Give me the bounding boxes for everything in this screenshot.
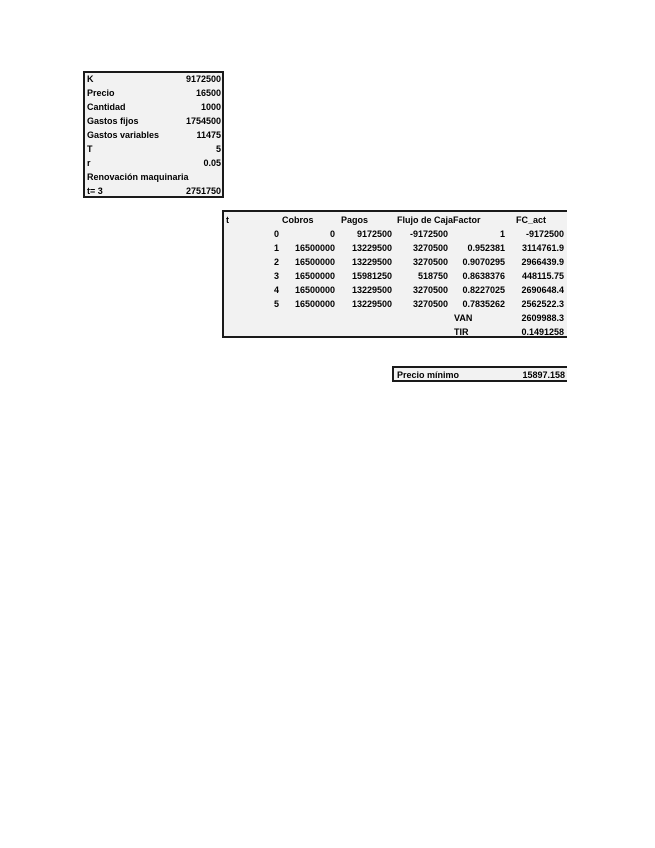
param-row-t bbox=[85, 143, 222, 156]
cell-fc-act: 2690648.4 bbox=[521, 285, 564, 295]
param-label: r bbox=[87, 158, 91, 168]
header-fc-act: FC_act bbox=[516, 215, 547, 225]
param-row-r bbox=[85, 157, 222, 170]
param-row-cantidad bbox=[85, 101, 222, 114]
cell-pagos: 13229500 bbox=[351, 285, 392, 295]
cell-factor: 0.952381 bbox=[467, 243, 505, 253]
cell-fc-act: 2966439.9 bbox=[521, 257, 564, 267]
param-value: 5 bbox=[215, 144, 221, 154]
cell-fc-act: 3114761.9 bbox=[521, 243, 564, 253]
header-cobros: Cobros bbox=[282, 215, 314, 225]
header-pagos: Pagos bbox=[341, 215, 369, 225]
param-label: Gastos fijos bbox=[87, 116, 139, 126]
cell-pagos: 13229500 bbox=[351, 299, 392, 309]
param-label: K bbox=[87, 74, 94, 84]
tir-value: 0.1491258 bbox=[521, 327, 564, 337]
cell-flujo: 3270500 bbox=[412, 257, 448, 267]
cell-t: 0 bbox=[273, 229, 279, 239]
param-value: 1000 bbox=[200, 102, 221, 112]
param-label: T bbox=[87, 144, 93, 154]
cell-t: 5 bbox=[273, 299, 279, 309]
param-value: 0.05 bbox=[203, 158, 221, 168]
param-label: Precio bbox=[87, 88, 115, 98]
param-row-gastos-variables bbox=[85, 129, 222, 142]
param-row-gastos-fijos bbox=[85, 115, 222, 128]
cell-fc-act: 448115.75 bbox=[521, 271, 564, 281]
cell-flujo: 518750 bbox=[417, 271, 448, 281]
param-value: 16500 bbox=[195, 88, 221, 98]
cell-cobros: 0 bbox=[329, 229, 335, 239]
cell-t: 4 bbox=[273, 285, 279, 295]
param-label: Cantidad bbox=[87, 102, 126, 112]
param-value: 1754500 bbox=[185, 116, 221, 126]
cell-t: 2 bbox=[273, 257, 279, 267]
cell-t: 3 bbox=[273, 271, 279, 281]
cell-fc-act: -9172500 bbox=[525, 229, 564, 239]
param-label: t= 3 bbox=[87, 186, 103, 196]
cell-pagos: 13229500 bbox=[351, 243, 392, 253]
cell-cobros: 16500000 bbox=[294, 299, 335, 309]
cell-fc-act: 2562522.3 bbox=[521, 299, 564, 309]
cell-t: 1 bbox=[273, 243, 279, 253]
cell-factor: 1 bbox=[499, 229, 505, 239]
header-t: t bbox=[226, 215, 229, 225]
header-flujo: Flujo de Caja bbox=[397, 215, 454, 225]
precio-minimo-cell bbox=[392, 366, 567, 382]
param-row-t3 bbox=[85, 185, 222, 198]
param-row-precio bbox=[85, 87, 222, 100]
cell-factor: 0.7835262 bbox=[462, 299, 505, 309]
cell-pagos: 15981250 bbox=[351, 271, 392, 281]
param-label: Renovación maquinaria bbox=[87, 172, 189, 182]
van-label: VAN bbox=[454, 313, 473, 323]
cell-factor: 0.8638376 bbox=[462, 271, 505, 281]
cell-cobros: 16500000 bbox=[294, 257, 335, 267]
precio-minimo-value: 15897.158 bbox=[522, 370, 565, 380]
param-value: 9172500 bbox=[185, 74, 221, 84]
cell-factor: 0.9070295 bbox=[462, 257, 505, 267]
header-factor: Factor bbox=[453, 215, 481, 225]
cell-flujo: 3270500 bbox=[412, 299, 448, 309]
cell-cobros: 16500000 bbox=[294, 243, 335, 253]
cell-flujo: -9172500 bbox=[409, 229, 448, 239]
cell-flujo: 3270500 bbox=[412, 285, 448, 295]
cell-cobros: 16500000 bbox=[294, 285, 335, 295]
precio-minimo-label: Precio mínimo bbox=[397, 370, 460, 380]
param-row-k bbox=[85, 73, 222, 86]
cell-pagos: 9172500 bbox=[356, 229, 392, 239]
cell-cobros: 16500000 bbox=[294, 271, 335, 281]
parameters-table bbox=[83, 71, 224, 198]
tir-label: TIR bbox=[454, 327, 469, 337]
cell-flujo: 3270500 bbox=[412, 243, 448, 253]
van-value: 2609988.3 bbox=[521, 313, 564, 323]
param-row-renovacion bbox=[85, 171, 222, 184]
param-value: 2751750 bbox=[185, 186, 221, 196]
cell-factor: 0.8227025 bbox=[462, 285, 505, 295]
cell-pagos: 13229500 bbox=[351, 257, 392, 267]
param-label: Gastos variables bbox=[87, 130, 160, 140]
cashflow-table bbox=[222, 210, 567, 338]
param-value: 11475 bbox=[196, 130, 221, 140]
